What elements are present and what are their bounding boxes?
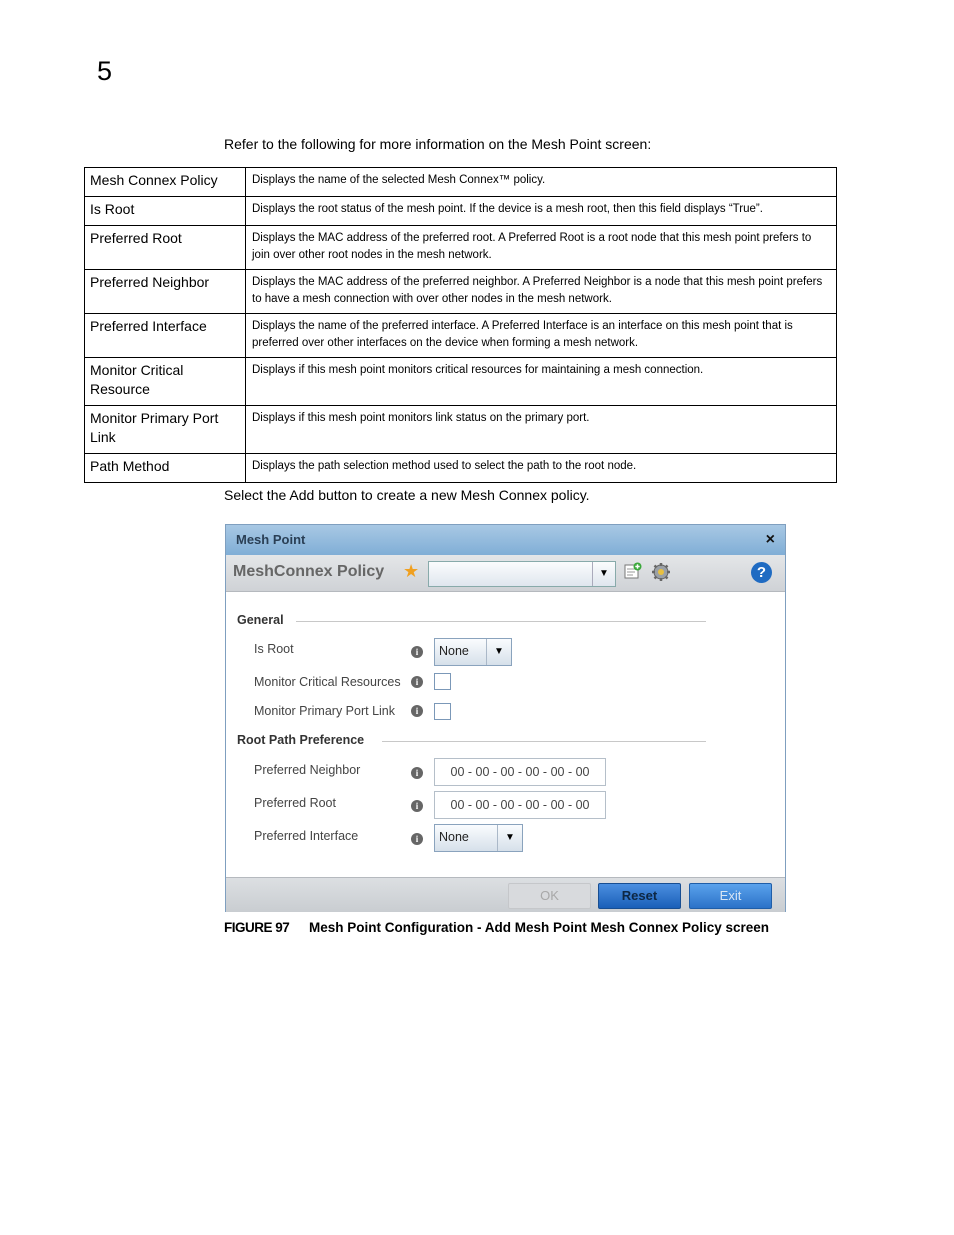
table-term: Mesh Connex Policy: [85, 168, 246, 197]
table-row: [85, 197, 837, 226]
instruction-after: button to create a new Mesh Connex policy.: [314, 487, 590, 503]
table-term: Preferred Root: [85, 226, 246, 270]
table-row: [85, 406, 837, 454]
table-row: [85, 454, 837, 483]
table-row: [85, 270, 837, 314]
table-row: [85, 314, 837, 358]
policy-bar: [226, 555, 785, 592]
required-star-icon: ★: [403, 561, 420, 581]
preferred-neighbor-input[interactable]: 00 - 00 - 00 - 00 - 00 - 00: [434, 758, 606, 786]
instruction-text: [224, 487, 590, 503]
info-icon[interactable]: i: [411, 833, 423, 845]
table-desc: Displays the MAC address of the preferred root. A Preferred Root is a root node that this mesh point prefers to join over other root nodes in the mesh network.: [246, 226, 837, 270]
policy-select[interactable]: [428, 561, 616, 587]
general-section-title: General: [237, 613, 284, 627]
figure-caption: [224, 920, 770, 935]
table-row: [85, 358, 837, 406]
help-icon[interactable]: ?: [751, 562, 772, 583]
info-icon[interactable]: i: [411, 767, 423, 779]
is-root-value: None: [439, 644, 469, 658]
divider: [296, 621, 706, 622]
add-policy-icon[interactable]: [624, 562, 642, 580]
table-term: Is Root: [85, 197, 246, 226]
info-icon[interactable]: i: [411, 676, 423, 688]
is-root-label: Is Root: [254, 642, 294, 656]
preferred-neighbor-label: Preferred Neighbor: [254, 763, 361, 777]
table-desc: Displays the path selection method used to select the path to the root node.: [246, 454, 837, 483]
divider: [382, 741, 706, 742]
table-desc: Displays the root status of the mesh point. If the device is a mesh root, then this field displays “True”.: [246, 197, 837, 226]
preferred-interface-dropdown[interactable]: [434, 824, 523, 852]
gear-icon[interactable]: [651, 562, 671, 582]
table-term: Preferred Interface: [85, 314, 246, 358]
table-term: Monitor Primary Port Link: [85, 406, 246, 454]
preferred-interface-label: Preferred Interface: [254, 829, 359, 843]
dialog-title: Mesh Point: [236, 532, 306, 547]
figure-title: Mesh Point Configuration - Add Mesh Point Mesh Connex Policy screen: [309, 920, 770, 935]
preferred-root-label: Preferred Root: [254, 796, 336, 810]
table-row: [85, 168, 837, 197]
is-root-dropdown[interactable]: [434, 638, 512, 666]
reset-button[interactable]: Reset: [598, 883, 681, 909]
instruction-before: Select the: [224, 487, 290, 503]
root-path-section-title: Root Path Preference: [237, 733, 365, 747]
policy-label: MeshConnex Policy: [233, 563, 385, 580]
preferred-interface-value: None: [439, 830, 469, 844]
monitor-primary-checkbox[interactable]: [434, 703, 451, 720]
reference-table: [84, 167, 837, 483]
table-desc: Displays the name of the preferred interface. A Preferred Interface is an interface on this mesh point that is preferred over other interfaces on the device when forming a mesh network.: [246, 314, 837, 358]
table-term: Path Method: [85, 454, 246, 483]
chevron-down-icon[interactable]: ▼: [497, 825, 522, 851]
table-row: [85, 226, 837, 270]
dialog-title-bar: [226, 525, 785, 555]
ok-button[interactable]: OK: [508, 883, 591, 909]
table-desc: Displays if this mesh point monitors link status on the primary port.: [246, 406, 837, 454]
table-desc: Displays if this mesh point monitors critical resources for maintaining a mesh connection.: [246, 358, 837, 406]
info-icon[interactable]: i: [411, 800, 423, 812]
monitor-critical-checkbox[interactable]: [434, 673, 451, 690]
dialog-footer: [226, 877, 785, 912]
chevron-down-icon[interactable]: ▼: [486, 639, 511, 665]
info-icon[interactable]: i: [411, 705, 423, 717]
intro-text: Refer to the following for more information on the Mesh Point screen:: [224, 136, 652, 152]
chapter-number: 5: [97, 56, 113, 86]
preferred-root-input[interactable]: 00 - 00 - 00 - 00 - 00 - 00: [434, 791, 606, 819]
close-icon[interactable]: ×: [765, 531, 775, 548]
info-icon[interactable]: i: [411, 646, 423, 658]
monitor-primary-label: Monitor Primary Port Link: [254, 704, 396, 718]
figure-number: FIGURE 97: [224, 920, 290, 935]
monitor-critical-label: Monitor Critical Resources: [254, 675, 401, 689]
chevron-down-icon[interactable]: ▼: [592, 562, 615, 586]
table-term: Monitor Critical Resource: [85, 358, 246, 406]
table-term: Preferred Neighbor: [85, 270, 246, 314]
exit-button[interactable]: Exit: [689, 883, 772, 909]
instruction-keyword: Add: [289, 487, 315, 503]
mesh-point-dialog: [225, 524, 786, 912]
table-desc: Displays the name of the selected Mesh Connex™ policy.: [246, 168, 837, 197]
table-desc: Displays the MAC address of the preferred neighbor. A Preferred Neighbor is a node that this mesh point prefers to have a mesh connection with over other nodes in the mesh network.: [246, 270, 837, 314]
